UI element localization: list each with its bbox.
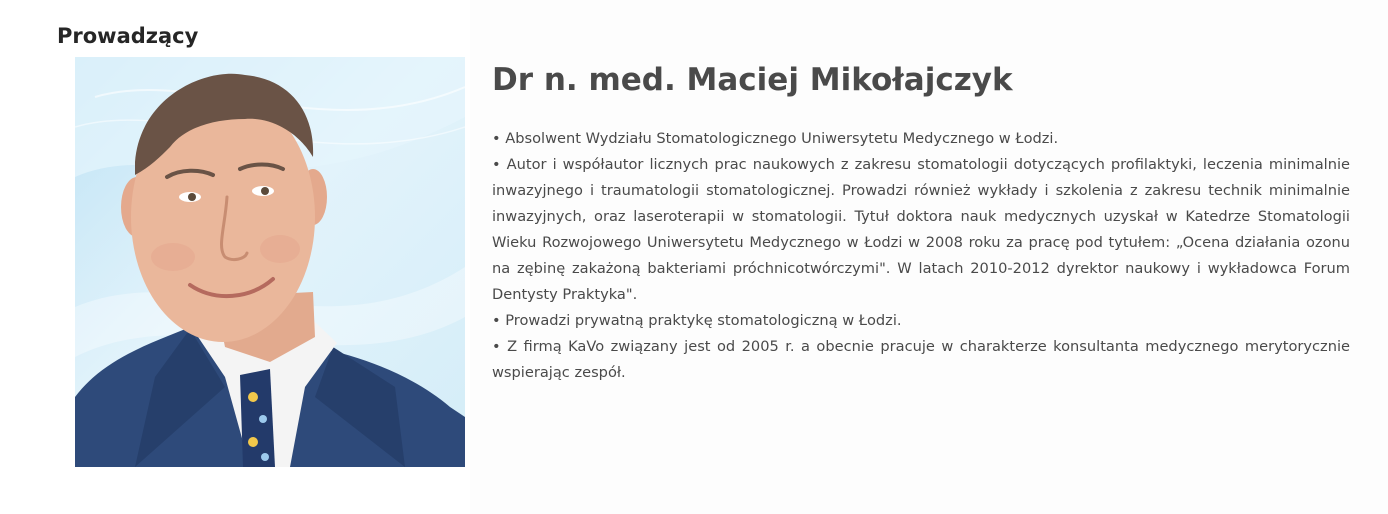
- bio-list: [492, 126, 1350, 386]
- speaker-name: Dr n. med. Maciej Mikołajczyk: [492, 62, 1013, 98]
- speaker-photo: [75, 57, 465, 467]
- bio-item-education: • Absolwent Wydziału Stomatologicznego Uniwersytetu Medycznego w Łodzi.: [492, 130, 1059, 147]
- bio-item-practice: • Prowadzi prywatną praktykę stomatologiczną w Łodzi.: [492, 312, 902, 329]
- bio-item-kavo: • Z firmą KaVo związany jest od 2005 r. a obecnie pracuje w charakterze konsultanta medycznego merytorycznie wspierając zespół.: [492, 338, 1350, 381]
- bio-item-research: • Autor i współautor licznych prac naukowych z zakresu stomatologii dotyczących profilaktyki, leczenia minimalnie inwazyjnego i traumatologii stomatologicznej. Prowadzi również wykłady i szkolenia z zakresu technik minimalnie inwazyjnych, oraz laseroterapii w stomatologii. Tytuł doktora nauk medycznych uzyskał w Katedrze Stomatologii Wieku Rozwojowego Uniwersytetu Medycznego w Łodzi w 2008 roku za pracę pod tytułem: „Ocena działania ozonu na zębinę zakażoną bakteriami próchnicotwórczymi". W latach 2010-2012 dyrektor naukowy i wykładowca Forum Dentysty Praktyka".: [492, 156, 1350, 303]
- speaker-bio: [492, 58, 1350, 386]
- section-title: Prowadzący: [57, 24, 199, 48]
- portrait-illustration: [75, 57, 465, 467]
